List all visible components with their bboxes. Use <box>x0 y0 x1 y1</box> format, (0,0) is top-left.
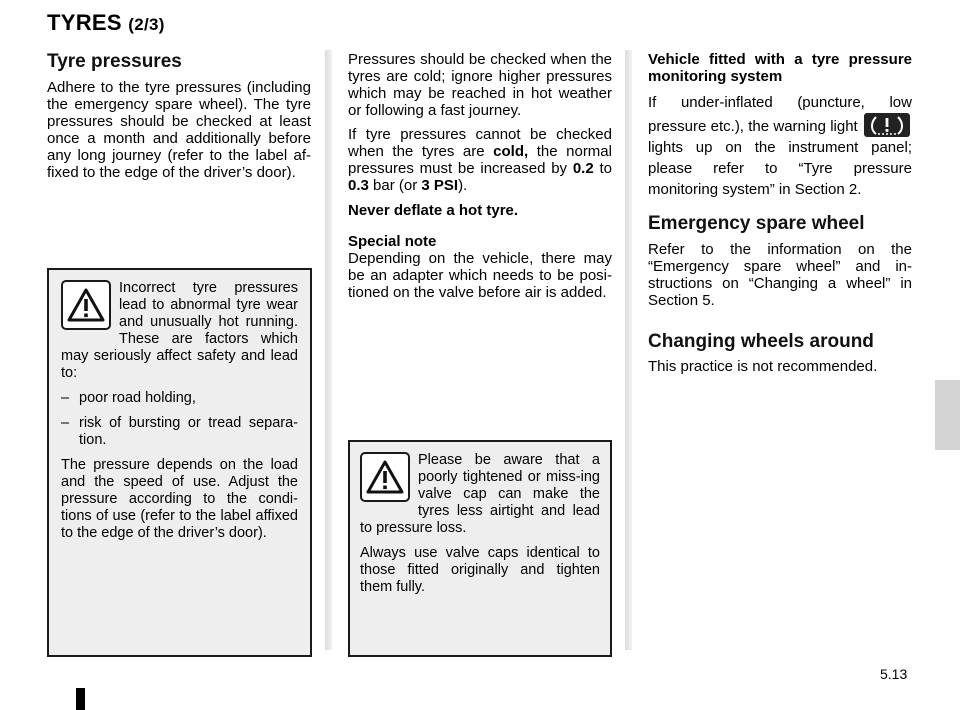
tyre-pressure-warning-icon <box>864 113 910 137</box>
warning-closing: Always use valve caps identical to those fitted originally and tighten them fully. <box>360 545 600 595</box>
section-heading-emergency-spare-wheel: Emergency spare wheel <box>648 213 865 234</box>
list-item: – poor road holding, <box>61 390 196 406</box>
column-divider <box>625 50 632 650</box>
list-item: – risk of bursting or tread separa-tion. <box>61 415 298 448</box>
page-title: TYRES (2/3) <box>47 10 165 35</box>
special-note-text: Depending on the vehicle, there may be an adapter which needs to be posi-tioned on the valve before air is added. <box>348 250 612 301</box>
section-edge-tab <box>935 380 960 450</box>
warning-lead: Please be aware that a poorly tightened or miss-ing valve cap can make the tyres less airtight and lead to pressure loss. <box>360 452 600 536</box>
pressure-check-text: Pressures should be checked when the tyres are cold; ignore higher pressures which may be reached in hot weather or following a fast journey. <box>348 51 612 119</box>
warning-box-valve-cap <box>348 440 612 657</box>
spare-wheel-text: Refer to the information on the “Emergency spare wheel” and in-structions on “Changing a wheel” in Section 5. <box>648 241 912 309</box>
warning-closing: The pressure depends on the load and the speed of use. Adjust the pressure according to the condi-tions of use (refer to the label affixed to the edge of the driver’s door). <box>61 457 298 541</box>
column-divider <box>325 50 332 650</box>
changing-wheels-text: This practice is not recommended. <box>648 358 878 375</box>
bottom-edge-mark <box>76 688 85 710</box>
section-heading-tyre-pressures: Tyre pressures <box>47 51 182 72</box>
page-number: 5.13 <box>880 666 908 682</box>
tpms-heading: Vehicle fitted with a tyre pressure monitoring system <box>648 51 912 85</box>
warning-triangle-icon <box>360 452 410 502</box>
warning-lead: Incorrect tyre pressures lead to abnormal tyre wear and unusually hot running. These are factors which may seriously affect safety and lead to: <box>61 280 298 381</box>
never-deflate-note: Never deflate a hot tyre. <box>348 202 519 219</box>
warning-triangle-icon <box>61 280 111 330</box>
warning-box-incorrect-pressures <box>47 268 312 657</box>
tyre-pressures-intro: Adhere to the tyre pressures (including the emergency spare wheel). The tyre pressures should be checked at least once a month and additionally before any long journey (refer to the label af-fixed to the edge of the driver’s door). <box>47 79 311 181</box>
cold-pressure-text: If tyre pressures cannot be checked when the tyres are cold, the normal pressures must be increased by 0.2 to 0.3 bar (or 3 PSI). <box>348 126 612 194</box>
tpms-text: If under-inflated (puncture, low pressure etc.), the warning light lights up on the instrument panel; please refer to “Tyre pressure monitoring system” in Section 2. <box>648 94 912 198</box>
special-note-heading: Special note <box>348 233 437 250</box>
section-heading-changing-wheels: Changing wheels around <box>648 331 874 352</box>
